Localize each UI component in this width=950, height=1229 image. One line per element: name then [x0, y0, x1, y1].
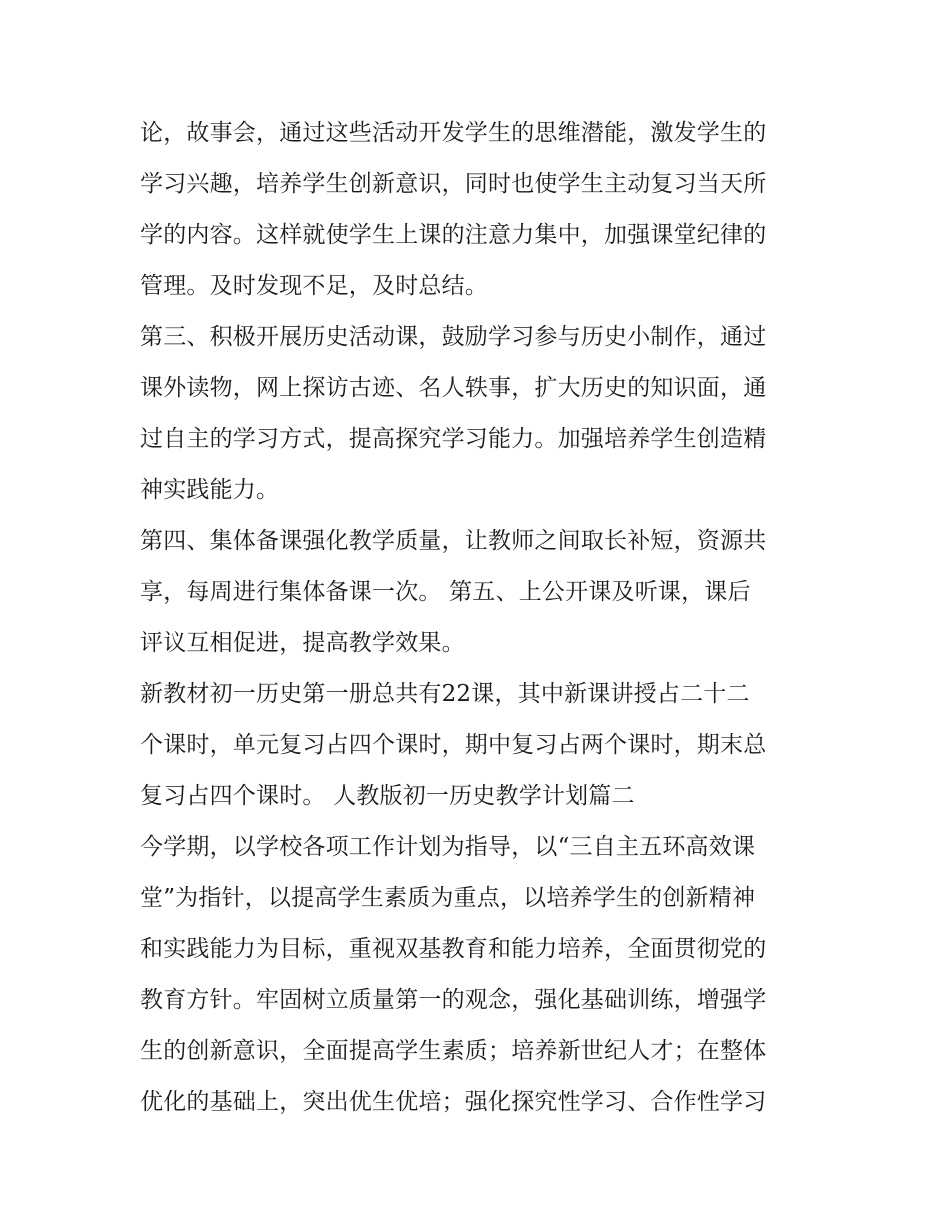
text-line: 享，每周进行集体备课一次。 第五、上公开课及听课，课后	[140, 579, 751, 605]
text-line: 过自主的学习方式，提高探究学习能力。加强培养学生创造精	[140, 426, 767, 452]
text-line: 生的创新意识，全面提高学生素质；培养新世纪人才；在整体	[140, 1038, 767, 1064]
text-line: 今学期，以学校各项工作计划为指导，以“三自主五环高效课	[140, 834, 756, 860]
text-line: 优化的基础上，突出优生优培；强化探究性学习、合作性学习	[140, 1089, 767, 1115]
text-line: 学习兴趣，培养学生创新意识，同时也使学生主动复习当天所	[140, 171, 767, 197]
text-line: 和实践能力为目标，重视双基教育和能力培养，全面贯彻党的	[140, 936, 767, 962]
text-line: 新教材初一历史第一册总共有22课，其中新课讲授占二十二	[140, 681, 750, 707]
text-line: 评议互相促进，提高教学效果。	[140, 630, 465, 656]
text-line: 神实践能力。	[140, 477, 280, 503]
text-line: 个课时，单元复习占四个课时，期中复习占两个课时，期末总	[140, 732, 767, 758]
text-line: 第四、集体备课强化教学质量，让教师之间取长补短，资源共	[140, 528, 767, 554]
text-line: 管理。及时发现不足，及时总结。	[140, 273, 488, 299]
text-line: 教育方针。牢固树立质量第一的观念，强化基础训练，增强学	[140, 987, 767, 1013]
text-line: 堂”为指针，以提高学生素质为重点，以培养学生的创新精神	[140, 885, 756, 911]
text-line: 课外读物，网上探访古迹、名人轶事，扩大历史的知识面，通	[140, 375, 767, 401]
text-line: 论，故事会，通过这些活动开发学生的思维潜能，激发学生的	[140, 120, 767, 146]
text-line: 学的内容。这样就使学生上课的注意力集中，加强课堂纪律的	[140, 222, 767, 248]
body-text	[140, 108, 820, 1128]
text-line: 第三、积极开展历史活动课，鼓励学习参与历史小制作，通过	[140, 324, 767, 350]
text-line: 复习占四个课时。 人教版初一历史教学计划篇二	[140, 783, 635, 809]
